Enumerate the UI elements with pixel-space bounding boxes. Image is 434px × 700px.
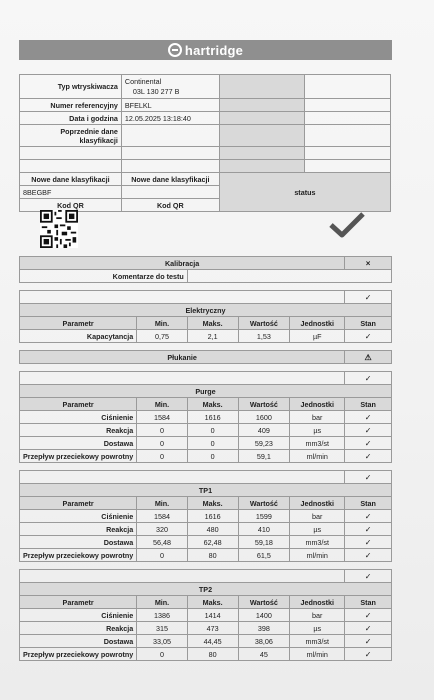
header-stan: Stan — [345, 596, 392, 609]
row-unit: µs — [290, 523, 345, 536]
header-max: Maks. — [187, 398, 238, 411]
info-empty-cell — [121, 147, 219, 160]
info-empty-cell — [305, 112, 391, 125]
brand-header — [19, 40, 392, 60]
qr-label-2: Kod QR — [121, 199, 219, 212]
header-param: Parametr — [20, 596, 137, 609]
header-max: Maks. — [187, 596, 238, 609]
data-label: Data i godzina — [20, 112, 122, 125]
brand-name: hartridge — [184, 42, 244, 58]
row-name: Reakcja — [20, 523, 137, 536]
row-unit: bar — [290, 411, 345, 424]
row-val: 398 — [238, 622, 290, 635]
header-max: Maks. — [187, 317, 238, 330]
row-check-icon: ✓ — [345, 648, 392, 661]
row-val: 1,53 — [238, 330, 290, 343]
row-min: 0 — [137, 437, 188, 450]
row-max: 473 — [187, 622, 238, 635]
row-min: 0,75 — [137, 330, 188, 343]
info-empty-cell — [219, 160, 305, 173]
row-unit: mm3/st — [290, 635, 345, 648]
elektryczny-top — [20, 291, 345, 304]
info-empty-cell — [20, 147, 122, 160]
header-param: Parametr — [20, 398, 137, 411]
row-val: 59,1 — [238, 450, 290, 463]
row-unit: ml/min — [290, 549, 345, 562]
row-val: 59,18 — [238, 536, 290, 549]
row-min: 33,05 — [137, 635, 188, 648]
header-min: Min. — [137, 317, 188, 330]
row-check-icon: ✓ — [345, 510, 392, 523]
row-check-icon: ✓ — [345, 523, 392, 536]
plukanie-warning-icon: ⚠ — [345, 351, 392, 364]
row-check-icon: ✓ — [345, 424, 392, 437]
row-val: 45 — [238, 648, 290, 661]
row-val: 409 — [238, 424, 290, 437]
row-min: 315 — [137, 622, 188, 635]
tp2-top — [20, 570, 345, 583]
tp1-check-icon: ✓ — [345, 471, 392, 484]
typ-label: Typ wtryskiwacza — [20, 75, 122, 99]
row-min: 0 — [137, 648, 188, 661]
tp2-title: TP2 — [20, 583, 392, 596]
tp1-top — [20, 471, 345, 484]
row-val: 38,06 — [238, 635, 290, 648]
row-name: Reakcja — [20, 424, 137, 437]
elektryczny-check-icon: ✓ — [345, 291, 392, 304]
row-min: 1386 — [137, 609, 188, 622]
row-max: 0 — [187, 424, 238, 437]
row-max: 480 — [187, 523, 238, 536]
purge-check-icon: ✓ — [345, 372, 392, 385]
spacer — [20, 364, 392, 372]
info-empty-cell — [219, 112, 305, 125]
row-check-icon: ✓ — [345, 609, 392, 622]
info-empty-cell — [121, 125, 219, 147]
info-empty-cell — [121, 160, 219, 173]
row-min: 1584 — [137, 411, 188, 424]
header-min: Min. — [137, 596, 188, 609]
row-unit: µF — [290, 330, 345, 343]
row-max: 80 — [187, 648, 238, 661]
qr-label-1: Kod QR — [20, 199, 122, 212]
row-name: Ciśnienie — [20, 609, 137, 622]
info-empty-cell — [20, 160, 122, 173]
spacer — [20, 343, 392, 351]
info-empty-cell — [305, 75, 391, 99]
row-min: 0 — [137, 549, 188, 562]
row-unit: bar — [290, 609, 345, 622]
purge-title: Purge — [20, 385, 392, 398]
header-val: Wartość — [238, 596, 290, 609]
row-name: Reakcja — [20, 622, 137, 635]
row-min: 0 — [137, 450, 188, 463]
header-param: Parametr — [20, 317, 137, 330]
spacer — [20, 463, 392, 471]
row-min: 320 — [137, 523, 188, 536]
row-unit: bar — [290, 510, 345, 523]
typ-value-maker: Continental — [124, 76, 162, 86]
header-val: Wartość — [238, 497, 290, 510]
row-check-icon: ✓ — [345, 549, 392, 562]
header-stan: Stan — [345, 398, 392, 411]
row-max: 44,45 — [187, 635, 238, 648]
data-value: 12.05.2025 13:18:40 — [121, 112, 219, 125]
row-max: 2,1 — [187, 330, 238, 343]
nr-label: Numer referencyjny — [20, 99, 122, 112]
plukanie-title: Płukanie — [20, 351, 345, 364]
komentarze-label: Komentarze do testu — [20, 270, 188, 283]
info-empty-cell — [219, 99, 305, 112]
row-val: 59,23 — [238, 437, 290, 450]
purge-top — [20, 372, 345, 385]
header-param: Parametr — [20, 497, 137, 510]
row-check-icon: ✓ — [345, 450, 392, 463]
poprz-label: Poprzednie dane klasyfikacji — [20, 125, 122, 147]
qr-code — [40, 210, 78, 248]
header-max: Maks. — [187, 497, 238, 510]
row-unit: ml/min — [290, 450, 345, 463]
hartridge-logo-icon — [168, 43, 182, 57]
nr-value: BFELKL — [121, 99, 219, 112]
header-min: Min. — [137, 398, 188, 411]
row-val: 410 — [238, 523, 290, 536]
nowe-value: 8BEGBF — [20, 186, 122, 199]
info-empty-cell — [219, 125, 305, 147]
row-name: Przepływ przeciekowy powrotny — [20, 549, 137, 562]
row-check-icon: ✓ — [345, 635, 392, 648]
row-unit: µs — [290, 424, 345, 437]
spacer — [20, 283, 392, 291]
row-max: 0 — [187, 437, 238, 450]
kalibracja-x-icon: × — [345, 257, 392, 270]
row-max: 80 — [187, 549, 238, 562]
info-empty-cell — [121, 186, 219, 199]
status-cell — [219, 173, 390, 212]
header-stan: Stan — [345, 497, 392, 510]
row-min: 56,48 — [137, 536, 188, 549]
test-table — [19, 256, 392, 661]
tp2-check-icon: ✓ — [345, 570, 392, 583]
header-stan: Stan — [345, 317, 392, 330]
row-check-icon: ✓ — [345, 622, 392, 635]
info-empty-cell — [305, 147, 391, 160]
row-max: 0 — [187, 450, 238, 463]
row-max: 1414 — [187, 609, 238, 622]
row-name: Przepływ przeciekowy powrotny — [20, 648, 137, 661]
row-name: Dostawa — [20, 437, 137, 450]
header-unit: Jednostki — [290, 596, 345, 609]
header-unit: Jednostki — [290, 497, 345, 510]
row-name: Dostawa — [20, 635, 137, 648]
header-min: Min. — [137, 497, 188, 510]
row-val: 61,5 — [238, 549, 290, 562]
row-min: 0 — [137, 424, 188, 437]
kalibracja-title: Kalibracja — [20, 257, 345, 270]
row-check-icon: ✓ — [345, 411, 392, 424]
header-val: Wartość — [238, 317, 290, 330]
header-unit: Jednostki — [290, 317, 345, 330]
row-unit: µs — [290, 622, 345, 635]
row-unit: ml/min — [290, 648, 345, 661]
komentarze-value — [187, 270, 391, 283]
info-empty-cell — [219, 75, 305, 99]
row-check-icon: ✓ — [345, 536, 392, 549]
row-check-icon: ✓ — [345, 330, 392, 343]
status-label: status — [294, 187, 316, 197]
elektryczny-title: Elektryczny — [20, 304, 392, 317]
row-val: 1400 — [238, 609, 290, 622]
nowe-label-1: Nowe dane klasyfikacji — [20, 173, 122, 186]
row-name: Ciśnienie — [20, 411, 137, 424]
info-empty-cell — [305, 125, 391, 147]
row-min: 1584 — [137, 510, 188, 523]
status-check-icon — [328, 210, 366, 240]
tp1-title: TP1 — [20, 484, 392, 497]
info-empty-cell — [305, 99, 391, 112]
row-name: Ciśnienie — [20, 510, 137, 523]
row-val: 1599 — [238, 510, 290, 523]
nowe-label-2: Nowe dane klasyfikacji — [121, 173, 219, 186]
row-val: 1600 — [238, 411, 290, 424]
typ-value-code: 03L 130 277 B — [132, 86, 180, 96]
row-unit: mm3/st — [290, 437, 345, 450]
row-max: 62,48 — [187, 536, 238, 549]
row-name: Dostawa — [20, 536, 137, 549]
row-name: Kapacytancja — [20, 330, 137, 343]
row-max: 1616 — [187, 411, 238, 424]
row-check-icon: ✓ — [345, 437, 392, 450]
row-unit: mm3/st — [290, 536, 345, 549]
typ-value — [121, 75, 219, 99]
row-max: 1616 — [187, 510, 238, 523]
header-unit: Jednostki — [290, 398, 345, 411]
spacer — [20, 562, 392, 570]
info-empty-cell — [219, 147, 305, 160]
row-name: Przepływ przeciekowy powrotny — [20, 450, 137, 463]
info-empty-cell — [305, 160, 391, 173]
info-table — [19, 74, 391, 212]
header-val: Wartość — [238, 398, 290, 411]
